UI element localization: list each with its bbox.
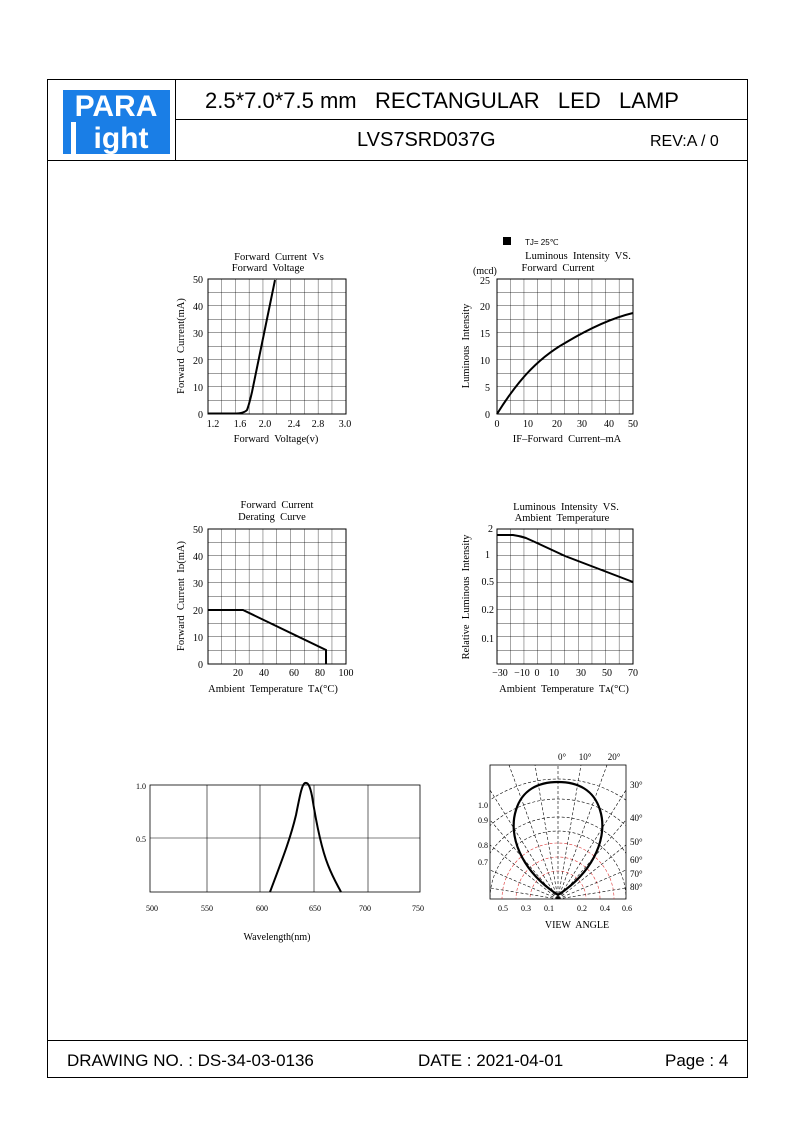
chart6-xlabel: VIEW ANGLE [544,920,610,931]
chart1-ytick: 0 [198,410,203,421]
chart2-ytick: 20 [480,302,490,313]
chart6-bottom-label: 0.1 [544,904,554,913]
chart6-top-label: 10° [578,752,592,762]
chart3-xlabel: Ambient Temperature Tᴀ(°C) [208,684,338,695]
chart1-ytick: 10 [193,383,203,394]
chart4-ytick: 0.1 [481,634,494,645]
chart3-xtick: 20 [233,668,243,679]
document-title: 2.5*7.0*7.5 mm RECTANGULAR LED LAMP [205,88,679,113]
chart4-xtick: −10 [514,668,530,679]
chart4-ytick: 0.2 [481,605,494,616]
chart6-left-label: 1.0 [478,801,488,810]
chart1-xtick: 2.0 [258,419,272,430]
chart2-ytick: 5 [485,383,490,394]
chart2-xtick: 30 [577,419,587,430]
chart1-ytick: 30 [193,329,203,340]
chart6-right-label: 70° [630,869,643,879]
chart1-xtick: 1.2 [206,419,220,430]
chart6-right-label: 80° [630,882,643,892]
chart3-ytick: 30 [193,579,203,590]
chart6-left-label: 0.8 [478,841,488,850]
chart4-xtick: 50 [602,668,612,679]
chart5-xtick: 700 [359,904,371,913]
chart-derating [176,500,354,695]
chart5-xtick: 600 [256,904,268,913]
chart6-left-label: 0.9 [478,816,488,825]
chart1-ytick: 20 [193,356,203,367]
chart1-xtick: 2.8 [311,419,325,430]
logo-text-ight: ight [93,122,149,155]
chart6-right-label: 30° [630,780,643,790]
chart3-ytick: 50 [193,525,203,536]
chart2-ytick: 10 [480,356,490,367]
chart6-bottom-label: 0.5 [498,904,508,913]
chart6-right-label: 60° [630,855,643,865]
chart2-legend-marker [503,237,511,245]
chart-view-angle [438,752,678,1019]
chart-luminous-vs-current [461,237,638,445]
chart2-ylabel: Luminous Intensity [461,303,472,389]
part-number: LVS7SRD037G [357,129,496,151]
revision: REV:A / 0 [650,133,719,150]
chart3-ytick: 0 [198,660,203,671]
logo-text-para: PARA [74,90,158,123]
chart6-bottom-label: 0.2 [577,904,587,913]
chart6-right-label: 50° [630,837,643,847]
chart4-xtick: 30 [576,668,586,679]
chart2-plot-area [497,279,633,414]
chart4-xtick: 10 [549,668,559,679]
chart1-xtick: 2.4 [287,419,301,430]
chart1-xtick: 1.6 [233,419,247,430]
chart6-bottom-label: 0.4 [600,904,610,913]
chart3-xtick: 100 [338,668,354,679]
chart1-plot-area [208,279,346,414]
drawing-date: DATE : 2021-04-01 [418,1051,564,1070]
chart5-xtick: 550 [201,904,213,913]
chart4-ytick: 0.5 [481,577,494,588]
drawing-number: DRAWING NO. : DS-34-03-0136 [67,1051,314,1070]
chart1-title-line2: Forward Voltage [231,263,305,274]
chart3-ytick: 20 [193,606,203,617]
chart1-ylabel: Forward Current(mA) [176,298,187,394]
chart6-right-label: 40° [630,813,643,823]
chart4-xlabel: Ambient Temperature Tᴀ(°C) [499,684,629,695]
chart4-title-line1: Luminous Intensity VS. [513,502,619,513]
chart4-ytick: 2 [488,524,493,535]
chart6-top-label: 0° [557,752,567,762]
chart3-title-line2: Derating Curve [238,512,306,523]
chart5-xtick: 750 [412,904,424,913]
chart-spectrum [136,782,424,943]
chart2-title-line2: Forward Current [521,263,595,274]
chart3-ytick: 40 [193,552,203,563]
chart4-ytick: 1 [485,550,490,561]
chart4-xtick: 0 [534,668,540,679]
chart2-xtick: 20 [552,419,562,430]
chart5-plot-area [150,785,420,892]
chart3-xtick: 60 [289,668,299,679]
chart1-xtick: 3.0 [338,419,352,430]
chart2-xlabel: IF–Forward Current–mA [512,434,622,445]
chart6-left-label: 0.7 [478,858,488,867]
chart5-xlabel: Wavelength(nm) [243,932,311,943]
chart-luminous-vs-temperature [461,502,638,695]
chart6-bottom-label: 0.3 [521,904,531,913]
chart1-xlabel: Forward Voltage(v) [233,434,319,445]
chart5-ytick: 1.0 [136,782,146,791]
chart2-xtick: 50 [628,419,638,430]
chart5-curve [270,783,341,892]
chart2-ytick: 15 [480,329,490,340]
chart4-xtick: 70 [628,668,638,679]
chart2-ytick: 0 [485,410,490,421]
chart3-ylabel: Forward Current Iᴅ(mA) [176,541,187,651]
chart5-ytick: 0.5 [136,835,146,844]
chart2-xtick: 0 [494,419,500,430]
chart3-title-line1: Forward Current [240,500,314,511]
chart6-bottom-label: 0.6 [622,904,632,913]
chart2-unit: (mcd) [473,266,497,277]
page-number: Page : 4 [665,1051,729,1070]
chart2-xtick: 10 [523,419,533,430]
chart2-xtick: 40 [604,419,614,430]
chart1-ytick: 50 [193,275,203,286]
chart5-xtick: 650 [309,904,321,913]
chart2-legend: TJ= 25℃ [525,238,559,247]
chart4-ylabel: Relative Luminous Intensity [461,534,472,660]
chart4-title-line2: Ambient Temperature [514,513,610,524]
chart3-xtick: 80 [315,668,325,679]
chart3-plot-area [208,529,346,664]
chart4-xtick: −30 [492,668,508,679]
chart4-plot-area [497,529,633,664]
chart-forward-current [176,252,351,445]
chart1-ytick: 40 [193,302,203,313]
chart1-title-line1: Forward Current Vs [234,252,324,263]
chart3-xtick: 40 [259,668,269,679]
chart5-xtick: 500 [146,904,158,913]
chart3-ytick: 10 [193,633,203,644]
chart2-title-line1: Luminous Intensity VS. [525,251,631,262]
chart6-top-label: 20° [607,752,621,762]
chart2-ytick: 25 [480,276,490,287]
